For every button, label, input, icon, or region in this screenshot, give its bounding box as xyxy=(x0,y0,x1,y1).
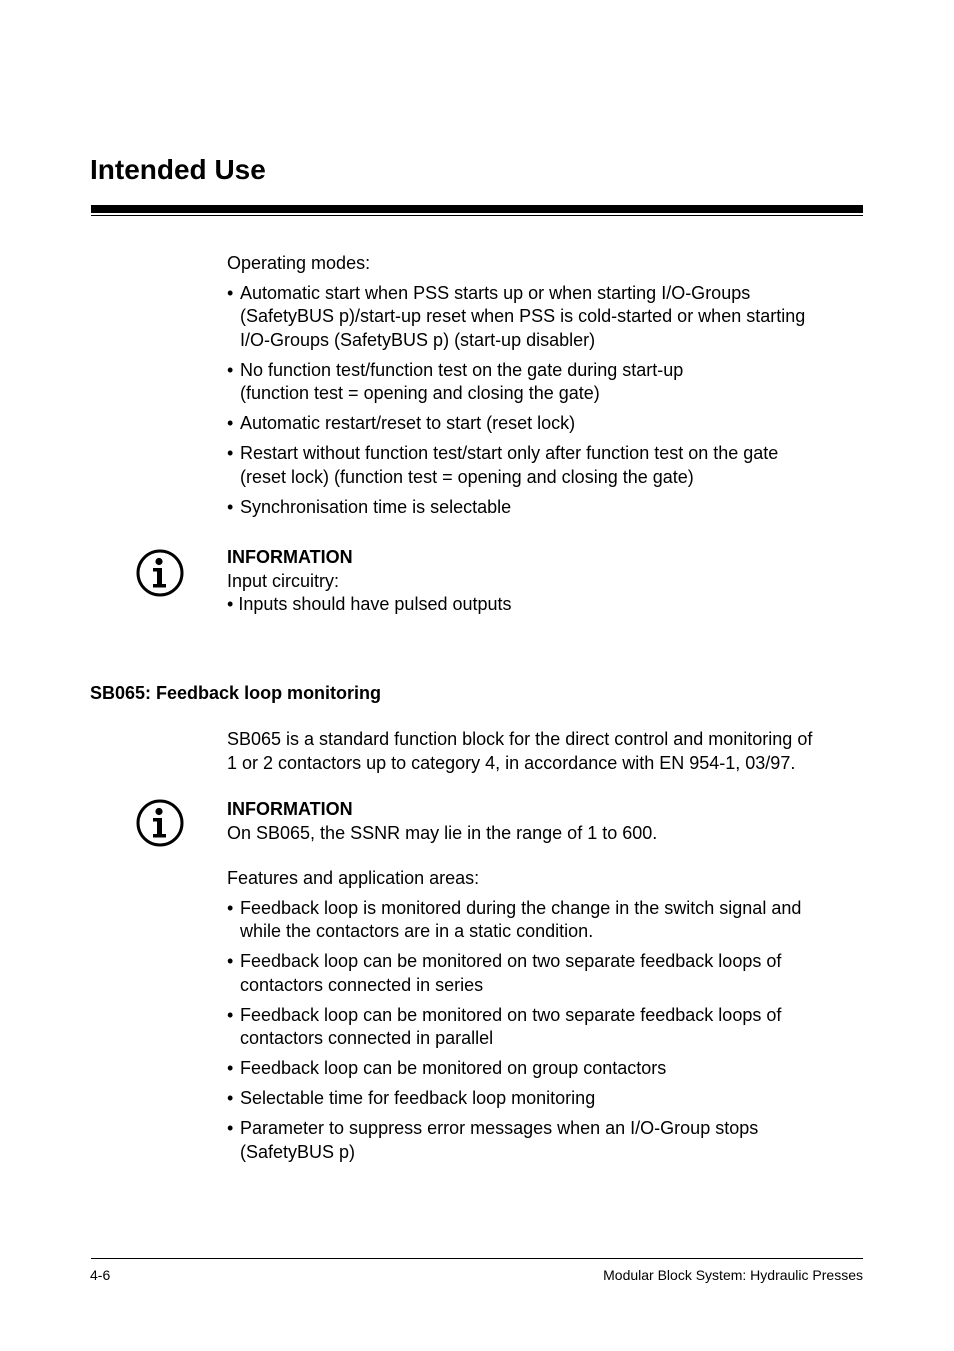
list-item: • Restart without function test/start only after function test on the gate (reset lock) (function test = opening and closing the gate) xyxy=(227,442,857,489)
information-text: Input circuitry: xyxy=(227,570,340,591)
list-item: • Selectable time for feedback loop monitoring xyxy=(227,1087,857,1111)
list-item: • Automatic start when PSS starts up or when starting I/O-Groups (SafetyBUS p)/start-up reset when PSS is cold-started or when starting I/O-Groups (SafetyBUS p) (start-up disabler) xyxy=(227,282,857,353)
document-title: Modular Block System: Hydraulic Presses xyxy=(603,1267,863,1283)
information-label: INFORMATION xyxy=(227,547,353,567)
operating-modes-list xyxy=(227,282,857,520)
operating-modes-block xyxy=(227,252,857,519)
features-intro: Features and application areas: xyxy=(227,868,480,888)
page-number: 4-6 xyxy=(90,1267,111,1283)
information-label: INFORMATION xyxy=(227,799,353,819)
title-rule-thick xyxy=(91,205,863,213)
footer-rule xyxy=(91,1258,863,1259)
information-note-1 xyxy=(227,546,857,617)
features-block xyxy=(227,867,857,1164)
list-item: • Feedback loop is monitored during the change in the switch signal and while the contactors are in a static condition. xyxy=(227,897,857,944)
list-item: • Feedback loop can be monitored on two separate feedback loops of contactors connected in series xyxy=(227,950,857,997)
information-text: On SB065, the SSNR may lie in the range of 1 to 600. xyxy=(227,822,658,843)
features-list xyxy=(227,897,857,1165)
information-icon xyxy=(135,798,185,848)
list-item: • Parameter to suppress error messages when an I/O-Group stops (SafetyBUS p) xyxy=(227,1117,857,1164)
list-item: • Feedback loop can be monitored on two separate feedback loops of contactors connected in parallel xyxy=(227,1004,857,1051)
list-item: • Feedback loop can be monitored on group contactors xyxy=(227,1057,857,1081)
section-description: SB065 is a standard function block for the direct control and monitoring of 1 or 2 contactors up to category 4, in accordance with EN 954-1, 03/97. xyxy=(227,729,813,773)
list-item: • Synchronisation time is selectable xyxy=(227,496,857,520)
page-title: Intended Use xyxy=(90,154,266,185)
operating-modes-intro: Operating modes: xyxy=(227,253,371,273)
list-item: • Automatic restart/reset to start (reset lock) xyxy=(227,412,857,436)
list-item: • No function test/function test on the gate during start-up (function test = opening and closing the gate) xyxy=(227,359,857,406)
information-icon xyxy=(135,548,185,598)
title-rule-thin xyxy=(91,215,863,216)
section-heading: SB065: Feedback loop monitoring xyxy=(90,683,382,703)
information-note-2 xyxy=(227,798,857,845)
information-bullet: • Inputs should have pulsed outputs xyxy=(227,594,512,614)
